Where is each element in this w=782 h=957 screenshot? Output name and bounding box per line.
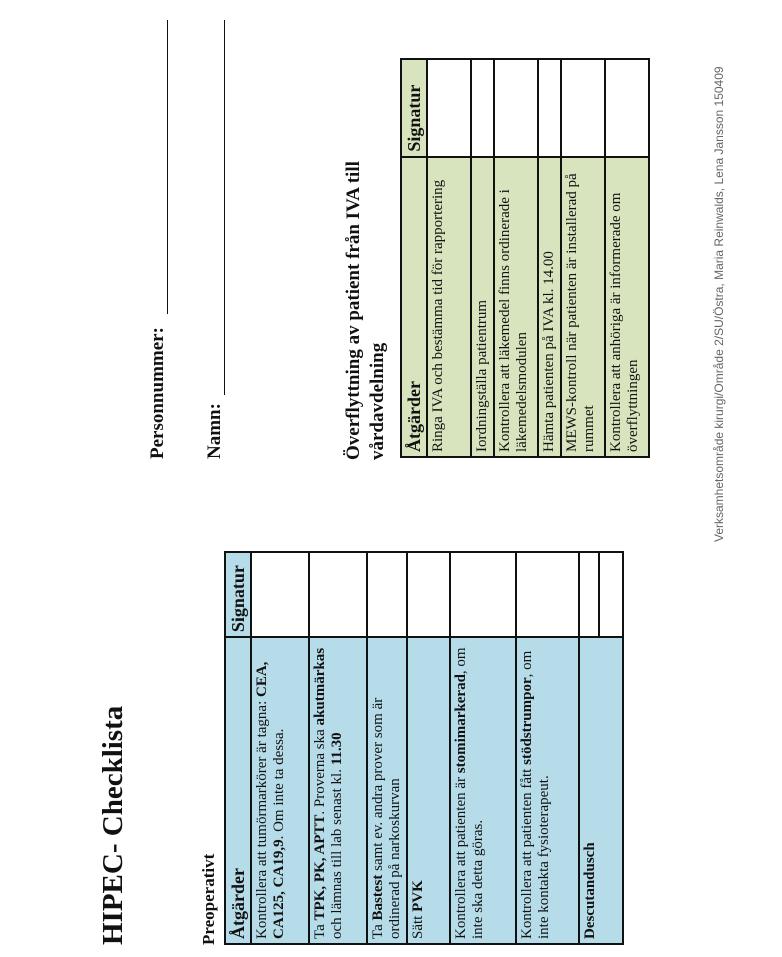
action-cell: Kontrollera att patienten är stomimarkerad, om inte ska detta göras. [450, 637, 516, 944]
iva-transfer-table [400, 58, 650, 458]
personnummer-label: Personnummer: [147, 327, 168, 459]
signature-subcell[interactable] [580, 553, 600, 636]
table-header-row [401, 59, 427, 457]
signature-cell[interactable] [494, 59, 538, 157]
action-cell: Kontrollera att anhöriga är informerade om överflyttningen [605, 157, 649, 457]
signature-cell-split[interactable] [579, 552, 623, 637]
signature-cell[interactable] [427, 59, 471, 157]
action-cell: Kontrollera att tumörmarkörer är tagna: CEA, CA125, CA19,9. Om inte ta dessa. [251, 637, 309, 944]
signature-cell[interactable] [605, 59, 649, 157]
table-row [605, 59, 649, 457]
signature-subcell[interactable] [600, 553, 622, 636]
table-row [407, 552, 450, 944]
page-title: HIPEC- Checklista [97, 705, 129, 945]
table-header-row [225, 552, 251, 944]
namn-line[interactable] [224, 20, 225, 395]
table-row [471, 59, 494, 457]
table-row [450, 552, 516, 944]
signature-cell[interactable] [309, 552, 367, 637]
signature-cell[interactable] [516, 552, 579, 637]
table-row [427, 59, 471, 457]
signature-cell[interactable] [367, 552, 407, 637]
action-cell: Iordningställa patientrum [471, 157, 494, 457]
table-row [309, 552, 367, 944]
action-cell: Descutandusch [579, 637, 623, 944]
action-cell: Kontrollera att patienten fått stödstrumpor, om inte kontakta fysioterapeut. [516, 637, 579, 944]
signature-cell[interactable] [407, 552, 450, 637]
column-header-actions: Åtgärder [401, 157, 427, 457]
action-cell: Hämta patienten på IVA kl. 14.00 [538, 157, 561, 457]
signature-cell[interactable] [538, 59, 561, 157]
preoperative-heading: Preoperativt [199, 853, 218, 945]
column-header-signature: Signatur [225, 552, 251, 637]
preoperative-table [224, 551, 624, 945]
footer-credit: Verksamhetsområde kirurgi/Område 2/SU/Östra, Maria Reinwalds, Lena Jansson 150409 [712, 66, 726, 542]
signature-cell[interactable] [561, 59, 605, 157]
personnummer-line[interactable] [167, 20, 168, 314]
column-header-actions: Åtgärder [225, 637, 251, 944]
table-row [516, 552, 579, 944]
action-cell: Ta Bastest samt ev. andra prover som är ordinerad på narkoskurvan [367, 637, 407, 944]
action-cell: Sätt PVK [407, 637, 450, 944]
action-cell: Kontrollera att läkemedel finns ordinerade i läkemedelsmodulen [494, 157, 538, 457]
table-row [251, 552, 309, 944]
iva-heading: Överflyttning av patient från IVA till vårdavdelning [343, 161, 388, 460]
action-cell: MEWS-kontroll när patienten är installerad på rummet [561, 157, 605, 457]
table-row [538, 59, 561, 457]
table-row [579, 552, 623, 944]
signature-cell[interactable] [450, 552, 516, 637]
signature-cell[interactable] [251, 552, 309, 637]
table-row [561, 59, 605, 457]
action-cell: Ta TPK, PK, APTT. Proverna ska akutmärkas och lämnas till lab senast kl. 11.30 [309, 637, 367, 944]
signature-cell[interactable] [471, 59, 494, 157]
namn-label: Namn: [204, 403, 225, 459]
action-cell: Ringa IVA och bestämma tid för rapportering [427, 157, 471, 457]
table-row [367, 552, 407, 944]
column-header-signature: Signatur [401, 59, 427, 157]
table-row [494, 59, 538, 457]
